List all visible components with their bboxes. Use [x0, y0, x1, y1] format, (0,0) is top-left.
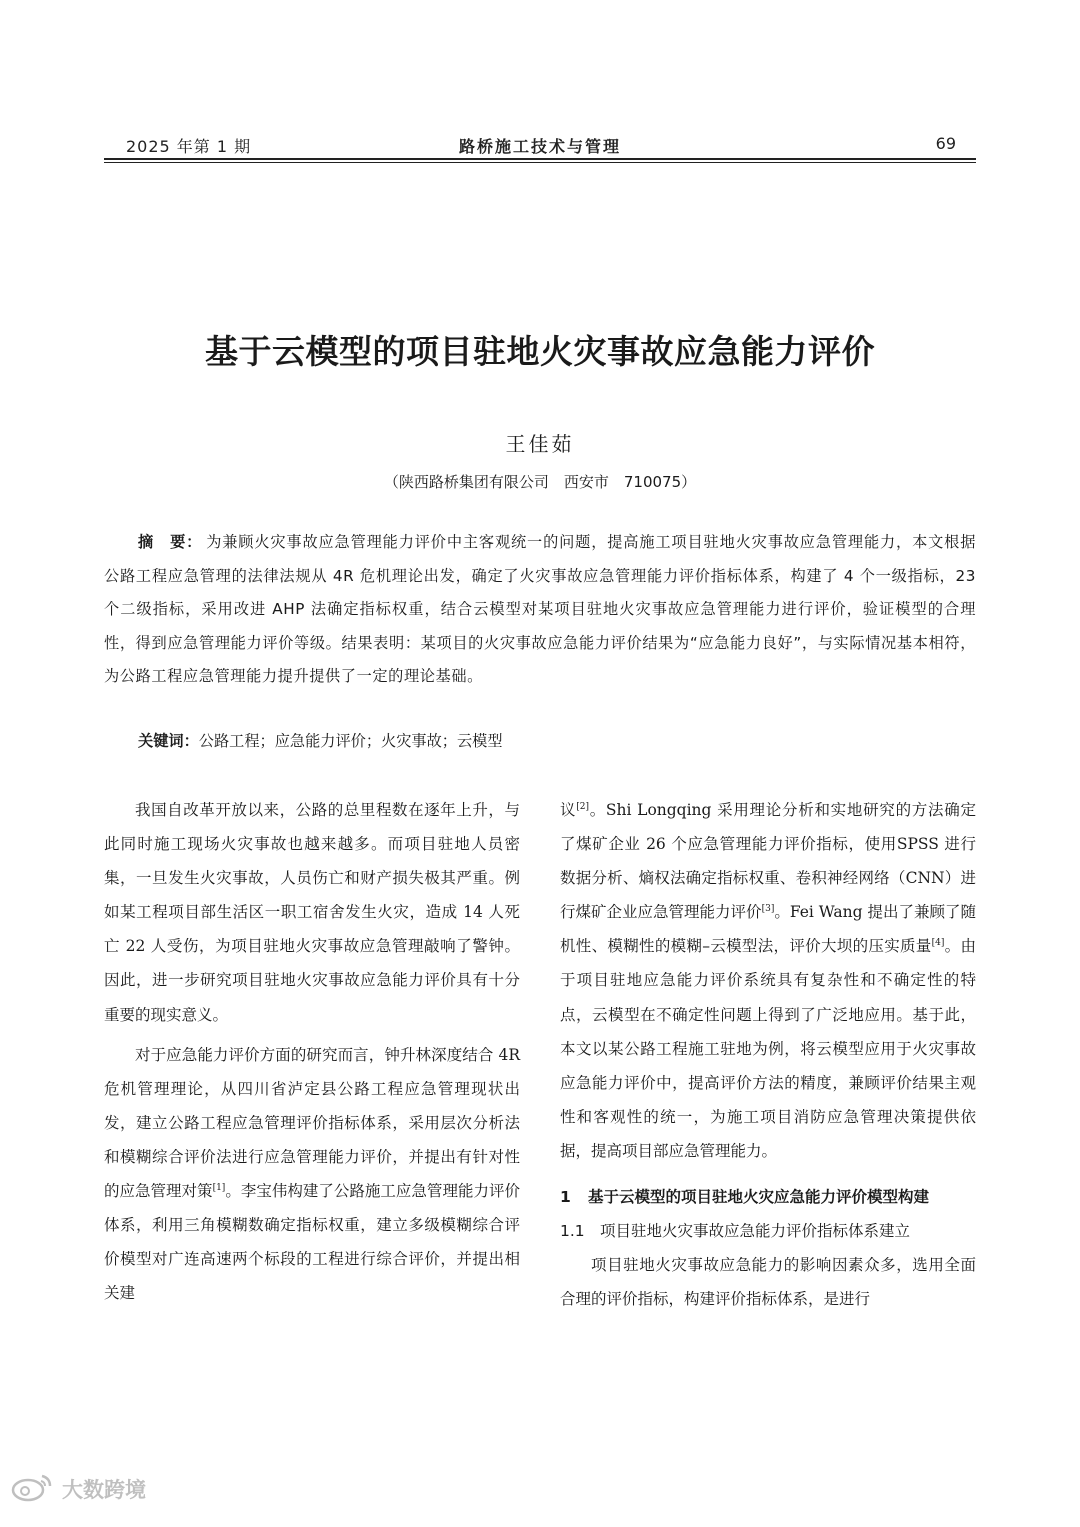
watermark	[10, 1466, 170, 1506]
paragraph-literature-part2: 。李宝伟构建了公路施工应急管理能力评价体系，利用三角模糊数确定指标权重，建立多级模糊综合评价模型对广连高速两个标段的工程进行综合评价，并提出相关建	[104, 1182, 520, 1303]
abstract-text: 为兼顾火灾事故应急管理能力评价中主客观统一的问题，提高施工项目驻地火灾事故应急管理能力，本文根据公路工程应急管理的法律法规从 4R 危机理论出发，确定了火灾事故应急管理能力评价指标体系，构建了 4 个一级指标，23 个二级指标，采用改进 AHP 法确定指标权重，结合云模型对某项目驻地火灾事故应急管理能力进行评价，验证模型的合理性，得到应急管理能力评价等级。结果表明：某项目的火灾事故应急能力评价结果为“应急能力良好”，与实际情况基本相符，为公路工程应急管理能力提升提供了一定的理论基础。	[104, 533, 976, 685]
issue-label: 2025 年第 1 期	[126, 137, 252, 156]
paragraph-literature-part1: 对于应急能力评价方面的研究而言，钟升林深度结合 4R 危机管理理论，从四川省泸定县公路工程应急管理现状出发，建立公路工程应急管理评价指标体系，采用层次分析法和模糊综合评价法进行应急管理能力评价，并提出有针对性的应急管理对策	[104, 1045, 520, 1201]
literature-cont-part3: 。Fei Wang 提出了兼顾了随机性、模糊性的模糊–云模型法，评价大坝的压实质量	[560, 903, 976, 956]
section-title: 基于云模型的项目驻地火灾应急能力评价模型构建	[588, 1188, 930, 1207]
watermark-text: 大数跨境	[62, 1478, 146, 1502]
citation-1: [1]	[212, 1182, 226, 1193]
page-number: 69	[935, 134, 956, 153]
citation-2: [2]	[576, 801, 589, 812]
subsection-heading-1-1	[560, 1214, 976, 1248]
body-column-right	[560, 793, 976, 1316]
body-column-left	[104, 793, 520, 1310]
running-header	[104, 130, 976, 160]
weibo-logo-icon	[10, 1472, 56, 1502]
keywords	[104, 730, 976, 751]
keywords-label: 关键词：	[138, 732, 199, 750]
author-affiliation: （陕西路桥集团有限公司 西安市 710075）	[383, 473, 697, 491]
abstract	[104, 526, 976, 694]
header-rule-thin	[104, 162, 976, 163]
abstract-label: 摘 要：	[138, 533, 203, 551]
section-number: 1	[560, 1188, 571, 1207]
literature-cont-part4: 。由于项目驻地应急能力评价系统具有复杂性和不确定性的特点，云模型在不确定性问题上得到了广泛地应用。基于此，本文以某公路工程施工驻地为例，将云模型应用于火灾事故应急能力评价中，提高评价方法的精度，兼顾评价结果主观性和客观性的统一，为施工项目消防应急管理决策提供依据，提高项目部应急管理能力。	[560, 937, 976, 1160]
paragraph-literature-cont	[560, 793, 976, 1168]
citation-3: [3]	[761, 904, 775, 915]
keywords-text: 公路工程；应急能力评价；火灾事故；云模型	[198, 732, 503, 750]
literature-cont-part2: 。Shi Longqing 采用理论分析和实地研究的方法确定了煤矿企业 26 个应急管理能力评价指标，使用SPSS 进行数据分析、熵权法确定指标权重、卷积神经网络（CNN）进行煤矿企业应急管理能力评价	[560, 801, 976, 922]
article-title: 基于云模型的项目驻地火灾事故应急能力评价	[205, 332, 875, 371]
author-name: 王佳茹	[505, 432, 575, 456]
literature-cont-part1: 议	[560, 801, 577, 819]
paragraph-section-1-1: 项目驻地火灾事故应急能力的影响因素众多，选用全面合理的评价指标，构建评价指标体系，是进行	[560, 1256, 976, 1309]
citation-4: [4]	[931, 938, 945, 949]
subsection-title: 项目驻地火灾事故应急能力评价指标体系建立	[600, 1222, 911, 1241]
paragraph-intro: 我国自改革开放以来，公路的总里程数在逐年上升，与此同时施工现场火灾事故也越来越多。而项目驻地人员密集，一旦发生火灾事故，人员伤亡和财产损失极其严重。例如某工程项目部生活区一职工宿舍发生火灾，造成 14 人死亡 22 人受伤，为项目驻地火灾事故应急管理敲响了警钟。因此，进一步研究项目驻地火灾事故应急能力评价具有十分重要的现实意义。	[104, 801, 520, 1024]
header-rule-thick	[104, 158, 976, 160]
subsection-number: 1.1	[560, 1222, 585, 1241]
section-heading-1	[560, 1180, 976, 1214]
journal-name: 路桥施工技术与管理	[458, 137, 621, 156]
paragraph-literature	[104, 1038, 520, 1311]
